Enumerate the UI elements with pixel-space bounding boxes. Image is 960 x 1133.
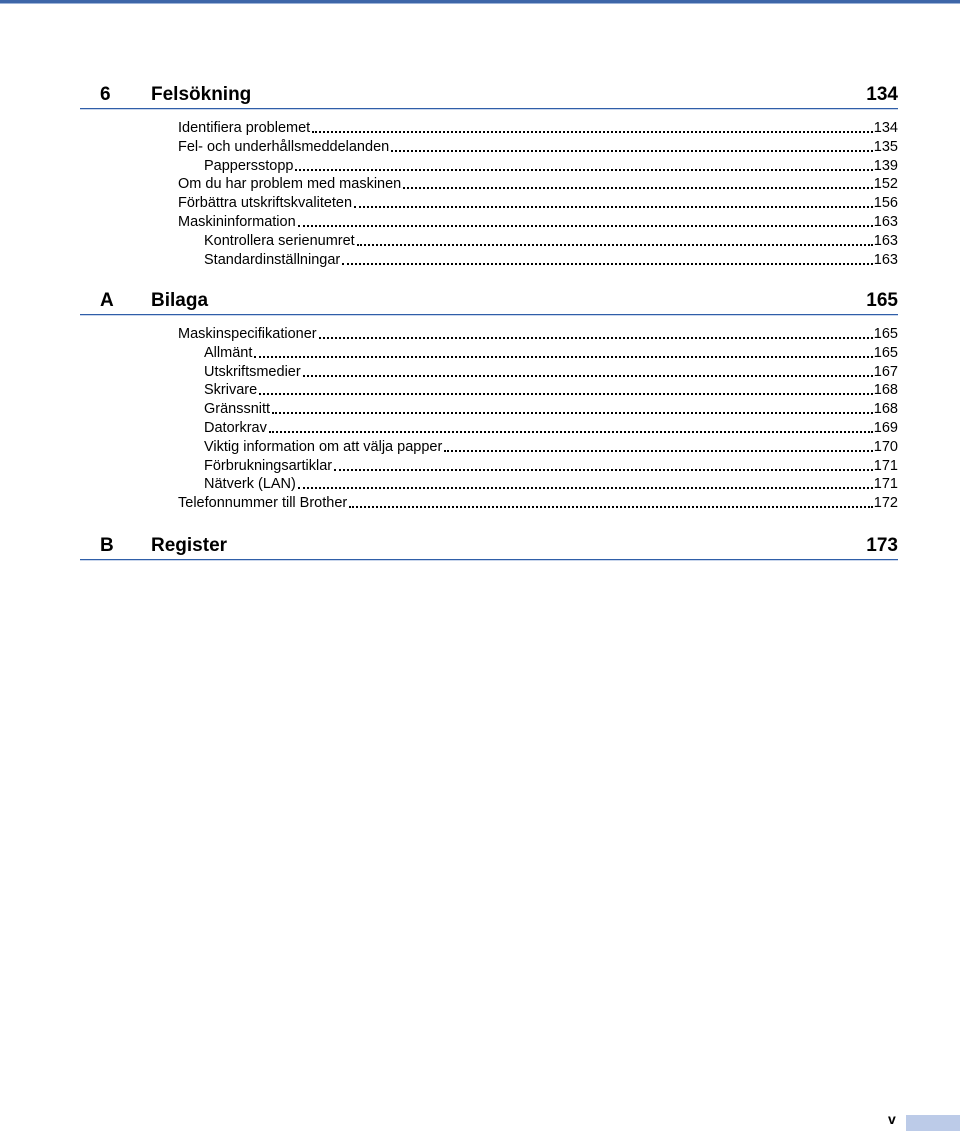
dot-leader (319, 337, 873, 339)
chapter-heading[interactable] (80, 84, 898, 110)
toc-entry-label: Pappersstopp (204, 157, 294, 174)
chapter-heading[interactable] (80, 535, 898, 561)
toc-entry-page: 172 (873, 495, 898, 512)
toc-entry-label: Telefonnummer till Brother (178, 495, 348, 512)
toc-entry-page: 165 (873, 326, 898, 342)
dot-leader (334, 469, 873, 471)
chapter-page: 165 (866, 290, 898, 311)
toc-entry-label: Fel- och underhållsmeddelanden (178, 138, 390, 155)
dot-leader (403, 187, 873, 189)
top-rule (0, 0, 960, 4)
toc-entry-label: Maskinspecifikationer (178, 326, 317, 342)
chapter-title: Felsökning (151, 84, 252, 105)
toc-entry-page: 135 (873, 138, 898, 155)
toc-entry-label: Viktig information om att välja papper (204, 438, 443, 455)
toc-entry[interactable] (204, 457, 898, 475)
toc-entry[interactable] (204, 363, 898, 381)
chapter-heading[interactable] (80, 290, 898, 316)
toc-entry-page: 152 (873, 176, 898, 193)
toc-entry-page: 165 (873, 344, 898, 361)
footer-tab (906, 1115, 960, 1131)
toc-entry-page: 163 (873, 214, 898, 230)
toc-entry-page: 171 (873, 476, 898, 493)
dot-leader (444, 450, 872, 452)
chapter-number: A (100, 290, 114, 311)
toc-entry-label: Nätverk (LAN) (204, 476, 296, 493)
dot-leader (354, 206, 873, 208)
toc-entry-label: Identifiera problemet (178, 120, 311, 136)
toc-entry-page: 134 (873, 120, 898, 136)
toc-entry[interactable] (178, 138, 898, 156)
toc-entry-page: 168 (873, 401, 898, 418)
toc-entry-label: Förbättra utskriftskvaliteten (178, 195, 353, 212)
chapter-rule (80, 314, 898, 316)
toc-entry[interactable] (178, 194, 898, 212)
toc-entry[interactable] (204, 344, 898, 362)
toc-entry[interactable] (178, 175, 898, 193)
dot-leader (342, 263, 873, 265)
toc-entry[interactable] (204, 438, 898, 456)
toc-entry-page: 169 (873, 420, 898, 436)
toc-entry[interactable] (204, 419, 898, 437)
toc-entry-label: Om du har problem med maskinen (178, 176, 402, 193)
chapter-page: 173 (866, 535, 898, 556)
toc-entry-page: 170 (873, 438, 898, 455)
dot-leader (272, 412, 873, 414)
dot-leader (391, 150, 873, 152)
toc-entry[interactable] (204, 400, 898, 418)
chapter-number: 6 (100, 84, 111, 105)
dot-leader (312, 131, 873, 133)
toc-entry[interactable] (204, 251, 898, 269)
toc-entry[interactable] (178, 213, 898, 231)
toc-entry-page: 163 (873, 232, 898, 249)
chapter-page: 134 (866, 84, 898, 105)
chapter-title: Bilaga (151, 290, 209, 311)
toc-entry-label: Förbrukningsartiklar (204, 457, 333, 474)
toc-entry-label: Datorkrav (204, 420, 267, 436)
toc-entry[interactable] (204, 475, 898, 493)
chapter-rule (80, 108, 898, 110)
toc-entry-page: 171 (873, 457, 898, 474)
footer-page-number: v (888, 1111, 896, 1127)
toc-entry-label: Kontrollera serienumret (204, 232, 355, 249)
toc-entry[interactable] (204, 381, 898, 399)
toc-entry[interactable] (178, 494, 898, 512)
toc-entry-label: Standardinställningar (204, 251, 341, 268)
toc-entry[interactable] (178, 119, 898, 137)
toc-entry-label: Allmänt (204, 344, 253, 361)
dot-leader (298, 225, 873, 227)
dot-leader (303, 375, 873, 377)
toc-entry[interactable] (204, 157, 898, 175)
chapter-title: Register (151, 535, 228, 556)
toc-entry-page: 168 (873, 382, 898, 399)
toc-entry[interactable] (204, 232, 898, 250)
dot-leader (349, 506, 873, 508)
dot-leader (269, 431, 873, 433)
toc-entry-page: 167 (873, 363, 898, 380)
toc-entry-page: 139 (873, 157, 898, 174)
toc-entry-label: Skrivare (204, 382, 258, 399)
toc-entry-label: Maskininformation (178, 214, 296, 230)
chapter-rule (80, 559, 898, 561)
toc-entry[interactable] (178, 325, 898, 343)
chapter-number: B (100, 535, 114, 556)
toc-entry-label: Gränssnitt (204, 401, 271, 418)
toc-entry-label: Utskriftsmedier (204, 363, 301, 380)
dot-leader (254, 356, 872, 358)
dot-leader (298, 487, 873, 489)
dot-leader (357, 244, 873, 246)
dot-leader (259, 393, 873, 395)
toc-entry-page: 156 (873, 195, 898, 212)
toc-entry-page: 163 (873, 251, 898, 268)
dot-leader (295, 169, 872, 171)
